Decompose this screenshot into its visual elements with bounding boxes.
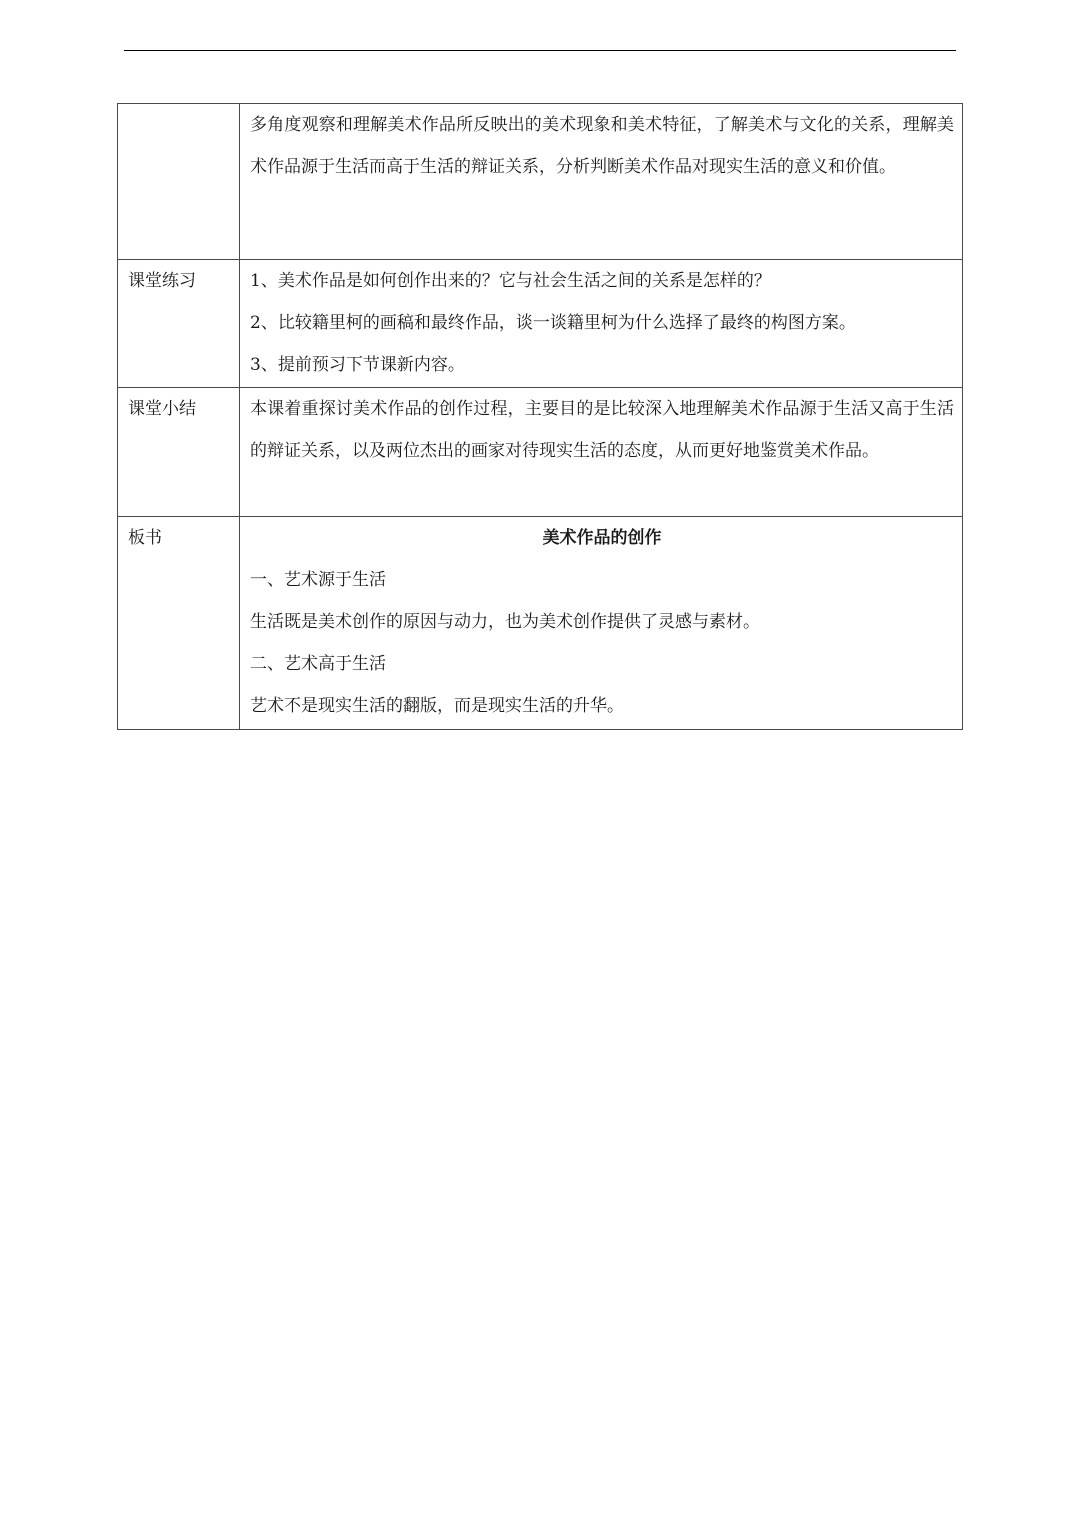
table-row bbox=[118, 388, 963, 517]
table-row bbox=[118, 517, 963, 730]
board-title: 美术作品的创作 bbox=[542, 528, 662, 548]
board-heading-2: 二、艺术高于生活 bbox=[250, 654, 386, 674]
board-text-2: 艺术不是现实生活的翻版，而是现实生活的升华。 bbox=[250, 696, 624, 716]
table-row bbox=[118, 104, 963, 260]
exercise-item-2: 2、比较籍里柯的画稿和最终作品，谈一谈籍里柯为什么选择了最终的构图方案。 bbox=[250, 313, 856, 333]
header-rule bbox=[124, 50, 956, 51]
row-label-board: 板书 bbox=[118, 517, 240, 730]
row-label bbox=[118, 104, 240, 260]
exercise-item-1: 1、美术作品是如何创作出来的？它与社会生活之间的关系是怎样的？ bbox=[250, 271, 771, 291]
exercise-item-3: 3、提前预习下节课新内容。 bbox=[250, 355, 465, 375]
board-content bbox=[240, 517, 963, 730]
exercise-content bbox=[240, 260, 963, 388]
board-text-1: 生活既是美术创作的原因与动力，也为美术创作提供了灵感与素材。 bbox=[250, 612, 760, 632]
board-heading-1: 一、艺术源于生活 bbox=[250, 570, 386, 590]
summary-text: 本课着重探讨美术作品的创作过程，主要目的是比较深入地理解美术作品源于生活又高于生活的辩证关系，以及两位杰出的画家对待现实生活的态度，从而更好地鉴赏美术作品。 bbox=[250, 399, 954, 461]
row-label-exercise: 课堂练习 bbox=[118, 260, 240, 388]
table-row bbox=[118, 260, 963, 388]
objectives-content bbox=[240, 104, 963, 260]
summary-content bbox=[240, 388, 963, 517]
objectives-text: 多角度观察和理解美术作品所反映出的美术现象和美术特征，了解美术与文化的关系，理解美术作品源于生活而高于生活的辩证关系，分析判断美术作品对现实生活的意义和价值。 bbox=[250, 115, 954, 177]
row-label-summary: 课堂小结 bbox=[118, 388, 240, 517]
lesson-plan-table bbox=[117, 103, 963, 730]
